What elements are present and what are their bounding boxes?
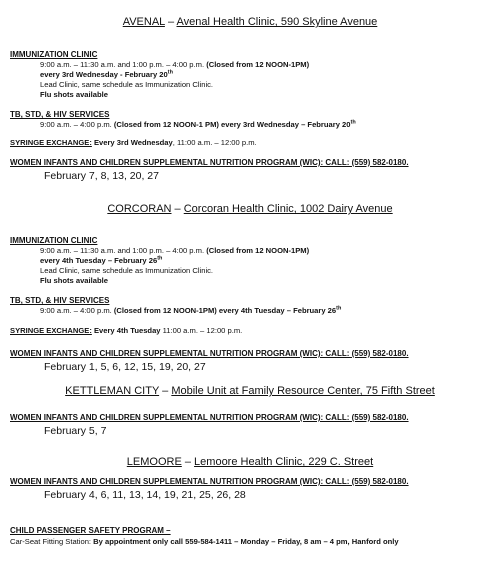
hours-text: 9:00 a.m. – 11:30 a.m. and 1:00 p.m. – 4:00 p.m. — [40, 246, 207, 255]
immunization-schedule — [40, 256, 162, 266]
syringe-time: , 11:00 a.m. – 12:00 p.m. — [172, 138, 257, 147]
syringe-exchange — [10, 326, 242, 336]
tb-hours — [40, 120, 356, 130]
location-heading-corcoran — [0, 203, 500, 216]
schedule-text: (Closed from 12 NOON-1PM) every 4th Tuesday – February 26 — [113, 306, 337, 315]
closed-note: (Closed from 12 NOON-1PM) — [206, 246, 310, 255]
immunization-heading: IMMUNIZATION CLINIC — [10, 50, 98, 59]
appointment-info: By appointment only call 559-584-1411 – Monday – Friday, 8 am – 4 pm, Hanford only — [93, 537, 399, 546]
syringe-label: SYRINGE EXCHANGE: — [10, 138, 92, 147]
location-heading-avenal — [0, 16, 500, 29]
child-passenger-safety-heading: CHILD PASSENGER SAFETY PROGRAM – — [10, 526, 171, 535]
dash: – — [159, 385, 172, 397]
syringe-label: SYRINGE EXCHANGE: — [10, 326, 92, 335]
wic-dates: February 4, 6, 11, 13, 14, 19, 21, 25, 26, 28 — [44, 489, 246, 501]
wic-dates: February 1, 5, 6, 12, 15, 19, 20, 27 — [44, 361, 206, 373]
hours-text: 9:00 a.m. – 4:00 p.m. — [40, 120, 114, 129]
immunization-heading: IMMUNIZATION CLINIC — [10, 236, 98, 245]
tb-std-hiv-heading: TB, STD, & HIV SERVICES — [10, 110, 110, 119]
ordinal-suffix: th — [350, 119, 356, 126]
schedule-text: every 3rd Wednesday - February 20 — [40, 70, 168, 79]
wic-heading: WOMEN INFANTS AND CHILDREN SUPPLEMENTAL NUTRITION PROGRAM (WIC): CALL: (559) 582-0180. — [10, 158, 409, 167]
schedule-text: every 4th Tuesday – February 26 — [40, 256, 158, 265]
ordinal-suffix: th — [336, 305, 342, 312]
syringe-day: Every 3rd Wednesday — [91, 138, 173, 147]
dash: – — [171, 203, 184, 215]
tb-std-hiv-heading: TB, STD, & HIV SERVICES — [10, 296, 110, 305]
closed-note: (Closed from 12 NOON-1PM) — [206, 60, 310, 69]
lead-clinic-note: Lead Clinic, same schedule as Immunization Clinic. — [40, 266, 214, 275]
wic-heading: WOMEN INFANTS AND CHILDREN SUPPLEMENTAL NUTRITION PROGRAM (WIC): CALL: (559) 582-0180. — [10, 413, 409, 422]
dash: – — [164, 16, 177, 28]
clinic-address: Corcoran Health Clinic, 1002 Dairy Avenue — [183, 203, 393, 215]
hours-text: 9:00 a.m. – 4:00 p.m. — [40, 306, 114, 315]
clinic-address: Lemoore Health Clinic, 229 C. Street — [194, 456, 374, 468]
wic-heading: WOMEN INFANTS AND CHILDREN SUPPLEMENTAL NUTRITION PROGRAM (WIC): CALL: (559) 582-0180. — [10, 477, 409, 486]
location-heading-lemoore — [0, 456, 500, 469]
wic-dates: February 7, 8, 13, 20, 27 — [44, 170, 159, 182]
wic-dates: February 5, 7 — [44, 425, 107, 437]
car-seat-fitting-station — [10, 537, 399, 547]
lead-clinic-note: Lead Clinic, same schedule as Immunization Clinic. — [40, 80, 214, 89]
clinic-address: Mobile Unit at Family Resource Center, 75 Fifth Street — [171, 385, 435, 397]
town-name: CORCORAN — [107, 203, 172, 215]
dash: – — [181, 456, 195, 468]
flu-shots-note: Flu shots available — [40, 90, 108, 99]
immunization-schedule — [40, 70, 173, 80]
ordinal-suffix: th — [167, 69, 173, 76]
location-heading-kettleman-city — [0, 385, 500, 398]
tb-hours — [40, 306, 341, 316]
hours-text: 9:00 a.m. – 11:30 a.m. and 1:00 p.m. – 4:00 p.m. — [40, 60, 207, 69]
syringe-day: Every 4th Tuesday — [91, 326, 161, 335]
clinic-address: Avenal Health Clinic, 590 Skyline Avenue — [176, 16, 378, 28]
syringe-time: 11:00 a.m. – 12:00 p.m. — [160, 326, 243, 335]
town-name: LEMOORE — [126, 456, 182, 468]
immunization-hours — [40, 60, 309, 70]
ordinal-suffix: th — [157, 255, 163, 262]
immunization-hours — [40, 246, 309, 256]
town-name: AVENAL — [122, 16, 165, 28]
syringe-exchange — [10, 138, 257, 148]
wic-heading: WOMEN INFANTS AND CHILDREN SUPPLEMENTAL NUTRITION PROGRAM (WIC): CALL: (559) 582-0180. — [10, 349, 409, 358]
town-name: KETTLEMAN CITY — [65, 385, 160, 397]
flu-shots-note: Flu shots available — [40, 276, 108, 285]
schedule-text: (Closed from 12 NOON-1 PM) every 3rd Wednesday – February 20 — [113, 120, 351, 129]
fitting-label: Car-Seat Fitting Station: — [10, 537, 94, 546]
